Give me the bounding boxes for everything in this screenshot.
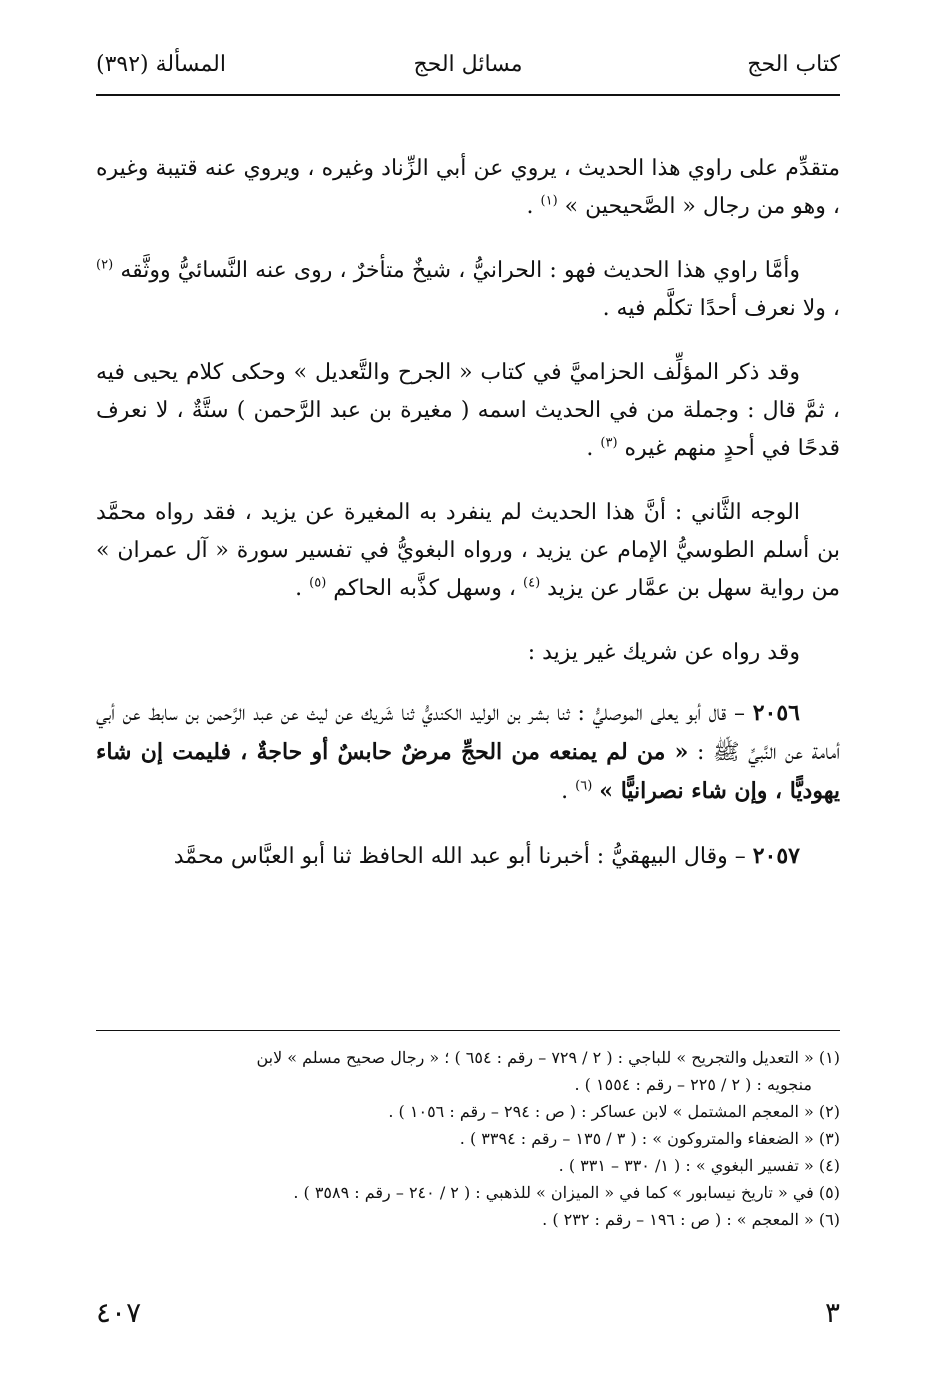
footnote-rule <box>96 1030 840 1031</box>
main-text <box>96 150 840 902</box>
footnote-ref-4: (٤) <box>523 575 541 591</box>
footnote-4: (٤) « تفسير البغوي » : ( ١/ ٣٣٠ – ٣٣١ ) . <box>558 1156 840 1175</box>
footnote-3: (٣) « الضعفاء والمتروكون » : ( ٣ / ١٣٥ – رقم : ٣٣٩٤ ) . <box>459 1129 840 1148</box>
hadith-number-2057: ٢٠٥٧ <box>752 843 800 869</box>
header-rule <box>96 94 840 96</box>
footnote-6: (٦) « المعجم » : ( ص : ١٩٦ – رقم : ٢٣٢ ) . <box>542 1210 840 1229</box>
footnotes <box>96 1044 840 1233</box>
footnote-2: (٢) « المعجم المشتمل » لابن عساكر : ( ص : ٢٩٤ – رقم : ١٠٥٦ ) . <box>388 1102 840 1121</box>
hadith-text: « من لم يمنعه من الحجِّ مرضٌ حابسٌ أو حاجةٌ ، فليمت إن شاء يهوديًّا ، وإن شاء نصرانيًّا » <box>96 739 840 804</box>
header-issue-number: المسألة (٣٩٢) <box>96 52 226 77</box>
volume-number: ٣ <box>824 1296 840 1329</box>
paragraph-1: متقدِّم على راوي هذا الحديث ، يروي عن أبي الزِّناد وغيره ، ويروي عنه قتيبة وغيره ، وهو من رجال « الصَّحيحين » $^{(١)}$ . <box>96 156 840 219</box>
paragraph-2: وأمَّا راوي هذا الحديث فهو : الحرانيُّ ، شيخٌ متأخرٌ ، روى عنه النَّسائيُّ ووثَّقه $^{(٢)}$ ، ولا نعرف أحدًا تكلَّم فيه . <box>96 257 840 321</box>
page-footer <box>96 1296 840 1336</box>
footnote-ref-5: (٥) <box>309 575 327 591</box>
running-header <box>96 40 840 88</box>
book-page <box>96 40 840 1360</box>
footnote-5: (٥) في « تاريخ نيسابور » كما في « الميزان » للذهبي : ( ٢ / ٢٤٠ – رقم : ٣٥٨٩ ) . <box>293 1183 840 1202</box>
paragraph-4: الوجه الثَّاني : أنَّ هذا الحديث لم ينفرد به المغيرة عن يزيد ، فقد رواه محمَّد بن أسلم الطوسيُّ الإمام عن يزيد ، ورواه البغويُّ في تفسير سورة « آل عمران » من رواية سهل بن عمَّار عن يزيد $^{(٤)}$ ، وسهل كذَّبه الحاكم $^{(٥)}$ . <box>96 500 840 601</box>
hadith-2057: ٢٠٥٧ – وقال البيهقيُّ : أخبرنا أبو عبد الله الحافظ ثنا أبو العبَّاس محمَّد <box>173 843 800 869</box>
hadith-2056: ٢٠٥٦ – قال أبو يعلى الموصليُّ : ثنا بشر بن الوليد الكنديُّ ثنا شَريك عن ليث عن عبد الرَّحمن بن سابط عن أبي أمامة عن النَّبيِّ ﷺ : « من لم يمنعه من الحجِّ مرضٌ حابسٌ أو حاجةٌ ، فليمت إن شاء يهوديًّا ، وإن شاء نصرانيًّا » $^{(٦)}$ . <box>96 700 841 804</box>
footnote-ref-2: (٢) <box>96 257 114 273</box>
paragraph-5: وقد رواه عن شريك غير يزيد : <box>527 640 800 665</box>
footnote-ref-3: (٣) <box>600 435 618 451</box>
paragraph-3: وقد ذكر المؤلِّف الحزاميَّ في كتاب « الجرح والتَّعديل » وحكى كلام يحيى فيه ، ثمَّ قال : وجملة من في الحديث اسمه ( مغيرة بن عبد الرَّحمن ) ستَّةٌ ، لا نعرف قدحًا في أحدٍ منهم غيره $^{(٣)}$ . <box>96 360 840 461</box>
footnote-ref-1: (١) <box>540 193 558 209</box>
hadith-number-2056: ٢٠٥٦ <box>752 700 800 726</box>
footnote-ref-6: (٦) <box>575 778 593 794</box>
header-section-title: مسائل الحج <box>413 52 523 77</box>
footnote-1: (١) « التعديل والتجريح » للباجي : ( ٢ / ٧٢٩ – رقم : ٦٥٤ ) ؛ « رجال صحيح مسلم » لابن منجويه : ( ٢ / ٢٢٥ – رقم : ١٥٥٤ ) . <box>256 1048 840 1094</box>
page-number: ٤٠٧ <box>96 1296 142 1329</box>
header-book-title: كتاب الحج <box>747 52 840 77</box>
